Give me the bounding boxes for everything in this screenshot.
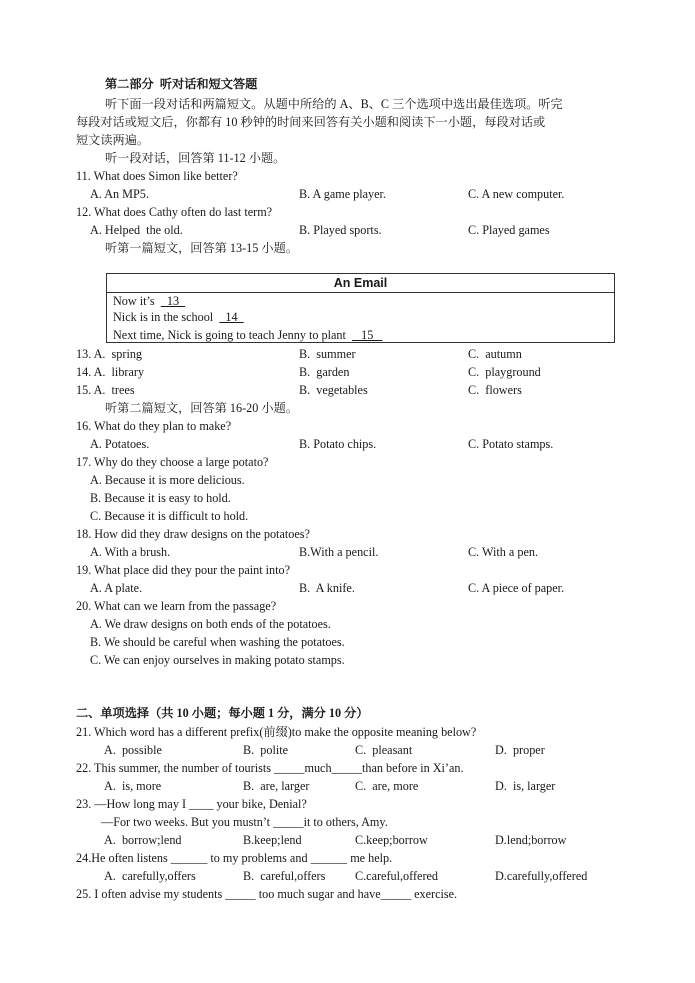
option-18c: C. With a pen. <box>468 545 539 559</box>
question-19: 19. What place did they pour the paint into? <box>76 563 291 577</box>
option-24a: A. carefully,offers <box>104 869 196 883</box>
option-17b: B. Because it is easy to hold. <box>90 491 231 505</box>
single-choice-heading: 二、单项选择（共 10 小题；每小题 1 分，满分 10 分） <box>76 706 369 720</box>
option-17a: A. Because it is more delicious. <box>90 473 245 487</box>
question-17: 17. Why do they choose a large potato? <box>76 455 269 469</box>
option-15a: 15. A. trees <box>76 383 135 397</box>
option-22d: D. is, larger <box>495 779 556 793</box>
email-line-2: Nick is in the school 14 <box>113 310 244 324</box>
dialogue-instruction: 听一段对话，回答第 11-12 小题。 <box>105 151 286 165</box>
instruction-line-1: 听下面一段对话和两篇短文。从题中所给的 A、B、C 三个选项中选出最佳选项。听完 <box>105 97 563 111</box>
option-24d: D.carefully,offered <box>495 869 588 883</box>
option-16c: C. Potato stamps. <box>468 437 554 451</box>
option-23b: B.keep;lend <box>243 833 302 847</box>
option-24b: B. careful,offers <box>243 869 326 883</box>
option-22b: B. are, larger <box>243 779 310 793</box>
question-23: 23. —How long may I ____ your bike, Denial? <box>76 797 307 811</box>
email-line-1: Now it’s 13 <box>113 294 186 308</box>
question-22: 22. This summer, the number of tourists _____much_____than before in Xi’an. <box>76 761 464 775</box>
question-25: 25. I often advise my students _____ too much sugar and have_____ exercise. <box>76 887 458 901</box>
passage2-instruction: 听第二篇短文，回答第 16-20 小题。 <box>105 401 298 415</box>
option-19a: A. A plate. <box>90 581 143 595</box>
option-21a: A. possible <box>104 743 162 757</box>
option-14a: 14. A. library <box>76 365 145 379</box>
option-23d: D.lend;borrow <box>495 833 567 847</box>
option-23a: A. borrow;lend <box>104 833 182 847</box>
email-table <box>106 273 615 343</box>
option-13b: B. summer <box>299 347 356 361</box>
option-15c: C. flowers <box>468 383 522 397</box>
option-11b: B. A game player. <box>299 187 386 201</box>
option-12c: C. Played games <box>468 223 550 237</box>
blank-13: 13 <box>160 294 186 308</box>
option-21b: B. polite <box>243 743 289 757</box>
option-14c: C. playground <box>468 365 541 379</box>
email-line-3: Next time, Nick is going to teach Jenny to plant 15 <box>113 328 383 342</box>
instruction-line-2: 每段对话或短文后，你都有 10 秒钟的时间来回答有关小题和阅读下一小题，每段对话或 <box>76 115 546 129</box>
option-13c: C. autumn <box>468 347 522 361</box>
section-heading: 第二部分 听对话和短文答题 <box>105 77 258 91</box>
question-24: 24.He often listens ______ to my problems and ______ me help. <box>76 851 393 865</box>
option-14b: B. garden <box>299 365 350 379</box>
option-11a: A. An MP5. <box>90 187 149 201</box>
option-18b: B.With a pencil. <box>299 545 379 559</box>
option-19b: B. A knife. <box>299 581 355 595</box>
email-divider <box>107 292 614 293</box>
option-20c: C. We can enjoy ourselves in making potato stamps. <box>90 653 345 667</box>
option-13a: 13. A. spring <box>76 347 143 361</box>
option-16a: A. Potatoes. <box>90 437 150 451</box>
option-23c: C.keep;borrow <box>355 833 428 847</box>
option-22a: A. is, more <box>104 779 162 793</box>
option-21d: D. proper <box>495 743 545 757</box>
option-11c: C. A new computer. <box>468 187 565 201</box>
option-16b: B. Potato chips. <box>299 437 377 451</box>
option-12b: B. Played sports. <box>299 223 382 237</box>
option-15b: B. vegetables <box>299 383 368 397</box>
passage1-instruction: 听第一篇短文，回答第 13-15 小题。 <box>105 241 298 255</box>
option-18a: A. With a brush. <box>90 545 171 559</box>
question-23-reply: —For two weeks. But you mustn’t _____it to others, Amy. <box>101 815 388 829</box>
blank-14: 14 <box>219 310 244 324</box>
question-12: 12. What does Cathy often do last term? <box>76 205 273 219</box>
option-22c: C. are, more <box>355 779 419 793</box>
option-17c: C. Because it is difficult to hold. <box>90 509 249 523</box>
option-19c: C. A piece of paper. <box>468 581 565 595</box>
blank-15: 15 <box>351 328 383 342</box>
option-20b: B. We should be careful when washing the potatoes. <box>90 635 345 649</box>
option-24c: C.careful,offered <box>355 869 439 883</box>
question-21: 21. Which word has a different prefix(前缀)to make the opposite meaning below? <box>76 725 477 739</box>
option-21c: C. pleasant <box>355 743 413 757</box>
question-16: 16. What do they plan to make? <box>76 419 232 433</box>
question-11: 11. What does Simon like better? <box>76 169 238 183</box>
question-18: 18. How did they draw designs on the potatoes? <box>76 527 310 541</box>
option-12a: A. Helped the old. <box>90 223 183 237</box>
option-20a: A. We draw designs on both ends of the potatoes. <box>90 617 331 631</box>
instruction-line-3: 短文读两遍。 <box>76 133 150 147</box>
email-title: An Email <box>333 276 388 290</box>
question-20: 20. What can we learn from the passage? <box>76 599 277 613</box>
